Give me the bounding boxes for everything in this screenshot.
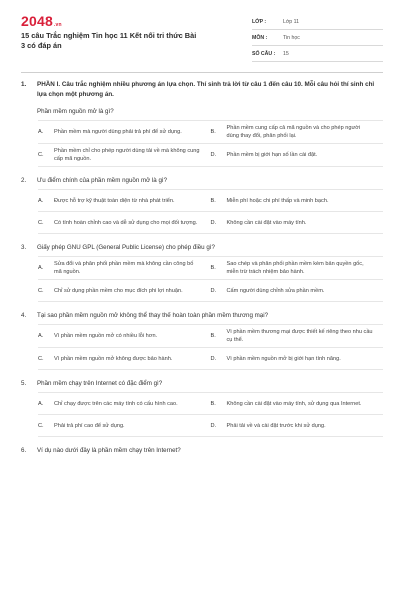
option-a[interactable]	[38, 325, 211, 347]
meta-row-grade	[252, 14, 383, 30]
option-letter: A.	[38, 400, 44, 407]
answer-options	[38, 324, 383, 370]
option-letter: D.	[210, 152, 217, 158]
option-d[interactable]	[211, 415, 384, 436]
part-text: PHẦN I. Câu trắc nghiệm nhiều phương án lựa chọn. Thí sinh trả lời từ câu 1 đến câu 10. Mỗi câu hỏi thí sinh chỉ lựa chọn một phương án.	[37, 81, 375, 98]
option-row	[38, 280, 383, 302]
option-a[interactable]	[38, 190, 211, 211]
question-text	[21, 243, 383, 252]
option-text: Phần mềm mà người dùng phải trả phí để sử dụng.	[54, 129, 182, 135]
question-body: Phần mềm chạy trên Internet có đặc điểm gì?	[37, 380, 163, 387]
question-number: 6.	[21, 447, 27, 454]
option-text: Được hỗ trợ kỹ thuật toàn diện từ nhà phát triển.	[54, 197, 175, 204]
option-b[interactable]	[211, 325, 384, 347]
option-letter: B.	[210, 400, 216, 407]
answer-options	[38, 120, 383, 167]
question-number: 4.	[21, 312, 27, 319]
option-text: Phần mềm cung cấp cả mã nguồn và cho phép người dùng thay đổi, phân phối lại.	[226, 125, 361, 139]
question-text	[21, 107, 383, 116]
option-d[interactable]	[211, 280, 384, 301]
answer-options	[38, 256, 383, 302]
option-text: Miễn phí hoặc chi phí thấp và minh bạch.	[226, 197, 329, 204]
meta-value: 15	[283, 50, 289, 57]
option-text: Chỉ chạy được trên các máy tính có cấu hình cao.	[54, 400, 178, 407]
option-text: Phải trả phí cao để sử dụng.	[54, 422, 125, 429]
question-5	[21, 379, 383, 437]
option-row	[38, 415, 383, 437]
question-body: Ví dụ nào dưới đây là phần mềm chạy trên Internet?	[37, 447, 181, 454]
question-body: Phần mềm nguồn mở là gì?	[37, 108, 114, 115]
option-letter: D.	[210, 422, 217, 429]
option-c[interactable]	[38, 280, 211, 301]
option-text: Phần mềm chỉ cho phép người dùng tải về mà không cung cấp mã nguồn.	[54, 148, 200, 162]
option-b[interactable]	[211, 393, 384, 414]
site-logo[interactable]: 2048.vn	[21, 13, 62, 29]
meta-label: LỚP :	[252, 18, 267, 25]
question-body: Giấy phép GNU GPL (General Public License) cho phép điều gì?	[37, 244, 215, 251]
option-text: Vì phần mềm thương mại được thiết kế riêng theo nhu cầu cụ thể.	[226, 329, 373, 343]
question-text	[21, 379, 383, 388]
meta-row-subject	[252, 30, 383, 46]
meta-label: MÔN :	[252, 34, 268, 41]
option-text: Vì phần mềm nguồn mở có nhiều lỗi hơn.	[54, 333, 158, 339]
option-row	[38, 212, 383, 234]
option-letter: C.	[38, 355, 44, 362]
option-a[interactable]	[38, 121, 211, 143]
meta-value: Tin học	[283, 34, 300, 41]
option-letter: C.	[38, 422, 44, 429]
option-text: Có tính hoàn chỉnh cao và dễ sử dụng cho mọi đối tượng.	[54, 219, 198, 226]
option-letter: B.	[210, 333, 216, 339]
question-body: Ưu điểm chính của phần mềm nguồn mở là gì?	[37, 177, 168, 184]
option-letter: B.	[210, 265, 216, 271]
answer-options	[38, 392, 383, 437]
option-row	[38, 190, 383, 212]
page-header	[0, 0, 400, 66]
option-text: Vì phần mềm nguồn mở không được bảo hành.	[54, 355, 173, 362]
option-letter: C.	[38, 219, 44, 226]
option-row	[38, 121, 383, 144]
option-letter: D.	[210, 287, 217, 294]
question-1	[21, 107, 383, 167]
option-c[interactable]	[38, 212, 211, 233]
option-c[interactable]	[38, 348, 211, 369]
page-title: 15 câu Trắc nghiệm Tin học 11 Kết nối tri thức Bài 3 có đáp án	[21, 31, 197, 50]
option-d[interactable]	[211, 212, 384, 233]
question-text	[21, 176, 383, 185]
option-text: Phần mềm bị giới hạn số lần cài đặt.	[226, 152, 318, 158]
meta-label: SỐ CÂU :	[252, 50, 276, 57]
option-b[interactable]	[211, 257, 384, 279]
option-letter: D.	[210, 355, 217, 362]
question-number: 5.	[21, 380, 27, 387]
question-text	[21, 446, 383, 455]
question-4	[21, 311, 383, 370]
option-letter: D.	[210, 219, 217, 226]
option-letter: A.	[38, 333, 44, 339]
option-d[interactable]	[211, 348, 384, 369]
option-letter: B.	[210, 197, 216, 204]
option-row	[38, 325, 383, 348]
question-6	[21, 446, 383, 455]
answer-options	[38, 189, 383, 234]
option-text: Phải tải về và cài đặt trước khi sử dụng.	[226, 422, 326, 429]
option-c[interactable]	[38, 415, 211, 436]
question-2	[21, 176, 383, 234]
option-text: Cấm người dùng chỉnh sửa phần mềm.	[226, 287, 325, 294]
question-body: Tại sao phần mềm nguồn mở không thể thay thế hoàn toàn phần mềm thương mại?	[37, 312, 269, 319]
option-row	[38, 257, 383, 280]
question-number: 3.	[21, 244, 27, 251]
option-letter: A.	[38, 197, 44, 204]
option-text: Không cần cài đặt vào máy tính, sử dụng qua Internet.	[226, 400, 362, 407]
option-row	[38, 348, 383, 370]
option-text: Sửa đổi và phân phối phần mềm mà không cần công bố mã nguồn.	[54, 261, 194, 275]
option-letter: B.	[210, 129, 216, 135]
option-b[interactable]	[211, 121, 384, 143]
part-heading	[21, 80, 383, 100]
option-text: Vì phần mềm nguồn mở bị giới hạn tính năng.	[226, 355, 341, 362]
meta-table	[252, 14, 383, 62]
part-number: 1.	[21, 81, 27, 88]
option-letter: A.	[38, 129, 44, 135]
option-b[interactable]	[211, 190, 384, 211]
option-a[interactable]	[38, 257, 211, 279]
option-row	[38, 393, 383, 415]
option-letter: C.	[38, 287, 44, 294]
option-c[interactable]	[38, 144, 211, 166]
question-number: 2.	[21, 177, 27, 184]
meta-value: Lớp 11	[283, 18, 299, 25]
option-text: Sao chép và phân phối phần mềm kèm bản quyền gốc, miễn trừ trách nhiệm bảo hành.	[226, 261, 364, 275]
option-text: Không cần cài đặt vào máy tính.	[226, 219, 307, 226]
option-letter: C.	[38, 152, 44, 158]
option-letter: A.	[38, 265, 44, 271]
question-list	[21, 80, 383, 455]
meta-row-count	[252, 46, 383, 62]
question-text	[21, 311, 383, 320]
option-row	[38, 144, 383, 167]
option-a[interactable]	[38, 393, 211, 414]
option-d[interactable]	[211, 144, 384, 166]
header-divider	[21, 72, 383, 73]
question-3	[21, 243, 383, 302]
option-text: Chỉ sử dụng phần mềm cho mục đích phi lợi nhuận.	[54, 287, 183, 294]
